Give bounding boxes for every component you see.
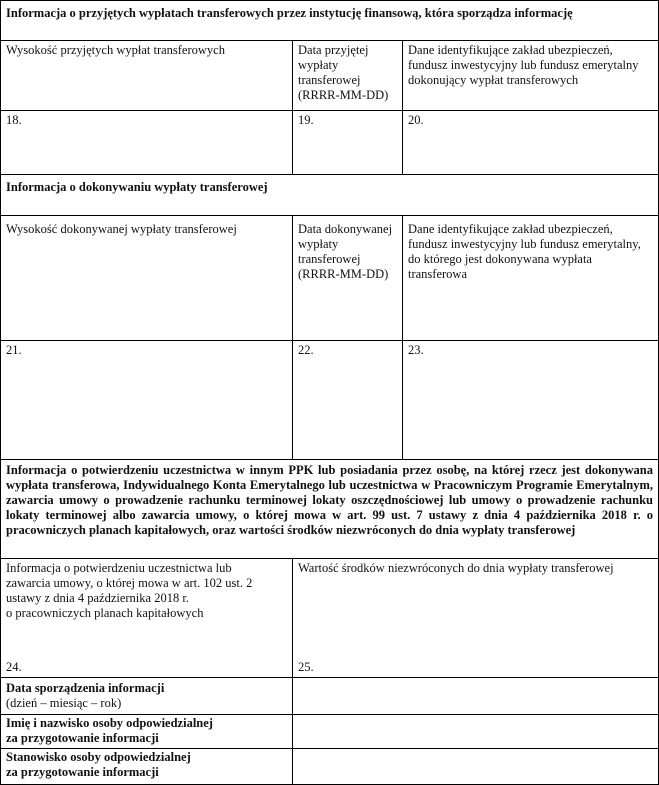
made-date-header: Data dokonywanej wypłaty transferowej (RRRR-MM-DD) [292,215,403,341]
made-amount-header: Wysokość dokonywanej wypłaty transferowej [0,215,293,341]
responsible-name-field[interactable] [292,714,659,749]
field-21[interactable] [0,340,293,460]
field-number: 24. [6,660,22,674]
field-number: 23. [408,343,424,357]
section-made-title: Informacja o dokonywaniu wypłaty transferowej [0,174,659,216]
section-confirmation-title: Informacja o potwierdzeniu uczestnictwa w innym PPK lub posiadania przez osobę, na której rzecz jest dokonywana wypłata transferowa, Indywidualnego Konta Emerytalnego lub uczestnictwa w Pracowniczym Programie Emerytalnym, zawarcia umowy o prowadzenie rachunku terminowej lokaty oszczędnościowej lub umowy o prowadzenie rachunku lokaty terminowej albo zawarcia umowy, o której mowa w art. 99 ust. 7 ustawy z dnia 4 października 2018 r. o pracowniczych planach kapitałowych, oraz wartości środków niezwróconych do dnia wypłaty transferowej [0,459,659,559]
field-number: 22. [298,343,314,357]
field-23[interactable] [402,340,659,460]
field-24[interactable] [0,558,293,678]
preparation-date-label: Data sporządzenia informacji (dzień – miesiąc – rok) [0,677,293,715]
field-number: 21. [6,343,22,357]
field-25[interactable] [292,558,659,678]
received-date-header: Data przyjętej wypłaty transferowej (RRRR-MM-DD) [292,40,403,111]
made-institution-header: Dane identyfikujące zakład ubezpieczeń, fundusz inwestycyjny lub fundusz emerytalny, do którego jest dokonywana wypłata transferowa [402,215,659,341]
received-institution-header: Dane identyfikujące zakład ubezpieczeń, fundusz inwestycyjny lub fundusz emerytalny dokonujący wypłat transferowych [402,40,659,111]
field-number: 25. [298,660,314,674]
section-received-title: Informacja o przyjętych wypłatach transferowych przez instytucję finansową, która sporządza informację [0,0,659,41]
confirmation-info-label: Informacja o potwierdzeniu uczestnictwa lub zawarcia umowy, o której mowa w art. 102 ust. 2 ustawy z dnia 4 października 2018 r. o pracowniczych planach kapitałowych [6,561,253,620]
received-amount-header: Wysokość przyjętych wypłat transferowych [0,40,293,111]
field-number: 20. [408,113,424,127]
responsible-name-label: Imię i nazwisko osoby odpowiedzialnej za przygotowanie informacji [0,714,293,749]
responsible-position-field[interactable] [292,748,659,785]
preparation-date-field[interactable] [292,677,659,715]
field-number: 19. [298,113,314,127]
field-18[interactable] [0,110,293,175]
field-number: 18. [6,113,22,127]
field-19[interactable] [292,110,403,175]
field-22[interactable] [292,340,403,460]
unreturned-funds-label: Wartość środków niezwróconych do dnia wypłaty transferowej [298,561,614,575]
field-20[interactable] [402,110,659,175]
responsible-position-label: Stanowisko osoby odpowiedzialnej za przygotowanie informacji [0,748,293,785]
